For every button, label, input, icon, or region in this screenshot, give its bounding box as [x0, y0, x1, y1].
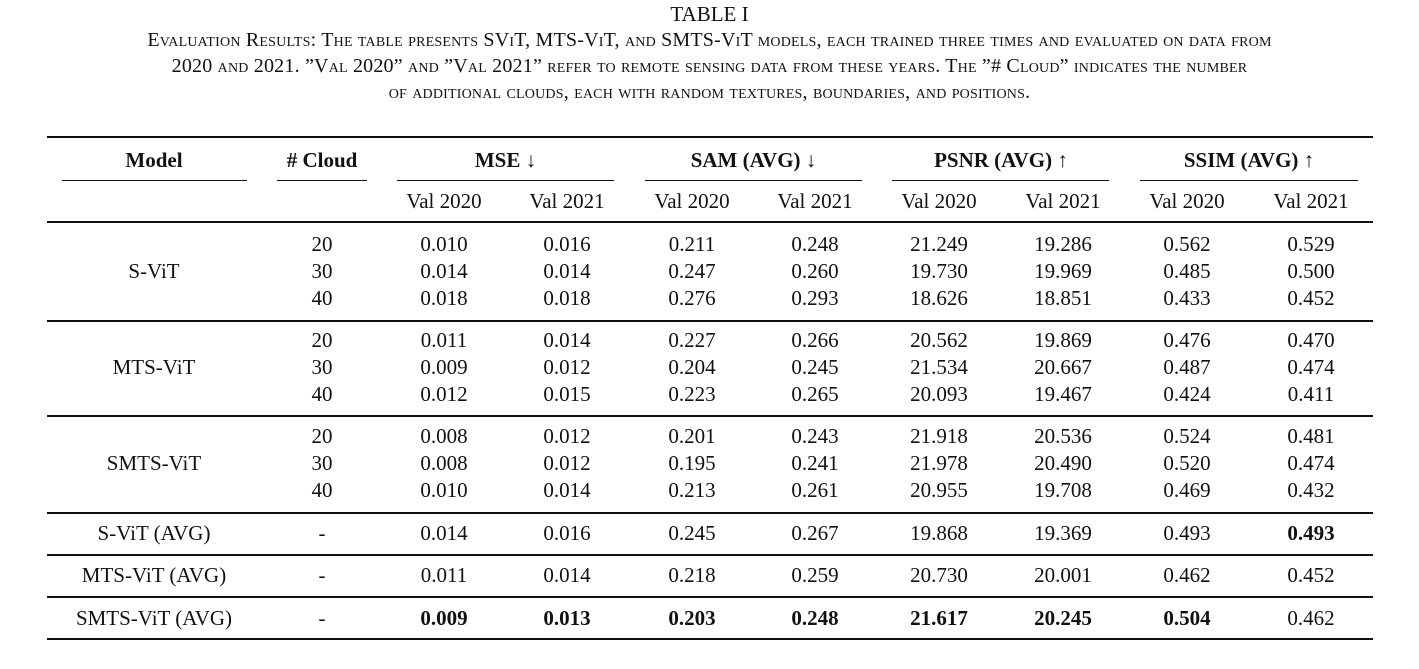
value-cell: 0.293	[791, 286, 839, 310]
avg-cloud-cell: -	[318, 606, 326, 630]
value-cell: 0.011	[420, 328, 468, 352]
avg-value-cell: 0.203	[668, 606, 716, 630]
value-cell: 0.261	[791, 478, 839, 502]
caption-line-2: 2020 and 2021. ”Val 2020” and ”Val 2021” refer to remote sensing data from these years. The ”# Cloud” indicates the number	[171, 55, 1248, 77]
value-cell: 0.474	[1287, 451, 1335, 475]
value-cell: 0.201	[668, 424, 716, 448]
value-cell: 21.918	[910, 424, 968, 448]
avg-value-cell: 0.011	[420, 563, 468, 587]
value-cell: 0.266	[791, 328, 839, 352]
header-ssim: SSIM (AVG) ↑	[1183, 148, 1315, 172]
value-cell: 20.093	[910, 382, 968, 406]
cloud-count-cell: 30	[311, 259, 333, 283]
value-cell: 0.016	[543, 232, 591, 256]
value-cell: 0.433	[1163, 286, 1211, 310]
value-cell: 21.249	[910, 232, 968, 256]
value-cell: 0.520	[1163, 451, 1211, 475]
value-cell: 19.969	[1034, 259, 1092, 283]
value-cell: 0.211	[668, 232, 716, 256]
value-cell: 0.245	[791, 355, 839, 379]
cmidrule-cloud	[277, 180, 367, 181]
cloud-count-cell: 30	[311, 355, 333, 379]
value-cell: 0.481	[1287, 424, 1335, 448]
value-cell: 0.241	[791, 451, 839, 475]
header-val2020: Val 2020	[654, 189, 730, 213]
avg-value-cell: 0.014	[543, 563, 591, 587]
value-cell: 0.260	[791, 259, 839, 283]
avg-value-cell: 0.013	[543, 606, 591, 630]
cmidrule-model	[62, 180, 247, 181]
avg-value-cell: 19.369	[1034, 521, 1092, 545]
value-cell: 0.018	[543, 286, 591, 310]
value-cell: 0.424	[1163, 382, 1211, 406]
avg-value-cell: 0.014	[420, 521, 468, 545]
avg-value-cell: 20.001	[1034, 563, 1092, 587]
value-cell: 0.015	[543, 382, 591, 406]
avg-value-cell: 0.462	[1287, 606, 1335, 630]
cloud-count-cell: 40	[311, 286, 333, 310]
cloud-count-cell: 20	[311, 328, 333, 352]
avg-model-label: S-ViT (AVG)	[97, 521, 211, 545]
value-cell: 19.708	[1034, 478, 1092, 502]
value-cell: 0.195	[668, 451, 716, 475]
value-cell: 0.562	[1163, 232, 1211, 256]
value-cell: 0.010	[420, 478, 468, 502]
cloud-count-cell: 40	[311, 382, 333, 406]
avg-value-cell: 0.245	[668, 521, 716, 545]
value-cell: 0.012	[420, 382, 468, 406]
value-cell: 0.485	[1163, 259, 1211, 283]
group-divider	[47, 415, 1373, 417]
header-val2020: Val 2020	[406, 189, 482, 213]
value-cell: 0.470	[1287, 328, 1335, 352]
value-cell: 20.955	[910, 478, 968, 502]
group-model-label: S-ViT	[128, 259, 180, 283]
value-cell: 20.667	[1034, 355, 1092, 379]
cloud-count-cell: 40	[311, 478, 333, 502]
value-cell: 20.490	[1034, 451, 1092, 475]
group-model-label: SMTS-ViT	[106, 451, 202, 475]
value-cell: 0.524	[1163, 424, 1211, 448]
value-cell: 0.010	[420, 232, 468, 256]
value-cell: 0.018	[420, 286, 468, 310]
value-cell: 0.411	[1287, 382, 1335, 406]
value-cell: 19.869	[1034, 328, 1092, 352]
value-cell: 0.452	[1287, 286, 1335, 310]
avg-value-cell: 0.016	[543, 521, 591, 545]
avg-value-cell: 0.493	[1287, 521, 1335, 545]
value-cell: 0.014	[543, 328, 591, 352]
value-cell: 20.562	[910, 328, 968, 352]
header-bottom-rule	[47, 221, 1373, 223]
value-cell: 0.213	[668, 478, 716, 502]
value-cell: 0.432	[1287, 478, 1335, 502]
avg-divider	[47, 596, 1373, 598]
cloud-count-cell: 20	[311, 232, 333, 256]
avg-model-label: SMTS-ViT (AVG)	[75, 606, 233, 630]
avg-value-cell: 20.730	[910, 563, 968, 587]
avg-value-cell: 21.617	[910, 606, 968, 630]
value-cell: 0.012	[543, 451, 591, 475]
cmidrule-ssim	[1140, 180, 1358, 181]
avg-cloud-cell: -	[318, 521, 326, 545]
value-cell: 0.012	[543, 424, 591, 448]
value-cell: 0.204	[668, 355, 716, 379]
header-psnr: PSNR (AVG) ↑	[934, 148, 1068, 172]
value-cell: 0.487	[1163, 355, 1211, 379]
value-cell: 0.227	[668, 328, 716, 352]
value-cell: 0.014	[543, 259, 591, 283]
value-cell: 0.276	[668, 286, 716, 310]
cmidrule-mse	[397, 180, 614, 181]
value-cell: 0.014	[543, 478, 591, 502]
avg-value-cell: 0.267	[791, 521, 839, 545]
avg-value-cell: 0.504	[1163, 606, 1211, 630]
value-cell: 0.243	[791, 424, 839, 448]
value-cell: 0.008	[420, 424, 468, 448]
avg-cloud-cell: -	[318, 563, 326, 587]
avg-value-cell: 0.218	[668, 563, 716, 587]
value-cell: 0.247	[668, 259, 716, 283]
value-cell: 19.286	[1034, 232, 1092, 256]
value-cell: 0.012	[543, 355, 591, 379]
avg-value-cell: 0.452	[1287, 563, 1335, 587]
cloud-count-cell: 20	[311, 424, 333, 448]
value-cell: 0.469	[1163, 478, 1211, 502]
group-model-label: MTS-ViT	[112, 355, 196, 379]
value-cell: 18.626	[910, 286, 968, 310]
value-cell: 18.851	[1034, 286, 1092, 310]
cmidrule-sam	[645, 180, 862, 181]
header-val2021: Val 2021	[529, 189, 605, 213]
avg-model-label: MTS-ViT (AVG)	[81, 563, 227, 587]
header-val2020: Val 2020	[1149, 189, 1225, 213]
avg-value-cell: 0.009	[420, 606, 468, 630]
group-divider	[47, 512, 1373, 514]
header-mse: MSE ↓	[474, 148, 537, 172]
value-cell: 0.476	[1163, 328, 1211, 352]
value-cell: 0.500	[1287, 259, 1335, 283]
avg-value-cell: 0.493	[1163, 521, 1211, 545]
header-sam: SAM (AVG) ↓	[690, 148, 817, 172]
value-cell: 0.009	[420, 355, 468, 379]
value-cell: 20.536	[1034, 424, 1092, 448]
avg-value-cell: 0.462	[1163, 563, 1211, 587]
value-cell: 0.265	[791, 382, 839, 406]
value-cell: 0.014	[420, 259, 468, 283]
value-cell: 0.474	[1287, 355, 1335, 379]
table-label: TABLE I	[670, 2, 749, 26]
caption-line-1: Evaluation Results: The table presents SViT, MTS-ViT, and SMTS-ViT models, each trained three times and evaluated on data from	[147, 29, 1272, 51]
header-val2020: Val 2020	[901, 189, 977, 213]
avg-value-cell: 20.245	[1034, 606, 1092, 630]
avg-value-cell: 0.259	[791, 563, 839, 587]
cloud-count-cell: 30	[311, 451, 333, 475]
value-cell: 0.529	[1287, 232, 1335, 256]
header-val2021: Val 2021	[1273, 189, 1349, 213]
value-cell: 21.534	[910, 355, 968, 379]
caption-line-3: of additional clouds, each with random textures, boundaries, and positions.	[388, 81, 1031, 103]
value-cell: 19.730	[910, 259, 968, 283]
value-cell: 0.223	[668, 382, 716, 406]
avg-divider	[47, 554, 1373, 556]
value-cell: 0.008	[420, 451, 468, 475]
header-val2021: Val 2021	[777, 189, 853, 213]
value-cell: 21.978	[910, 451, 968, 475]
value-cell: 0.248	[791, 232, 839, 256]
avg-value-cell: 0.248	[791, 606, 839, 630]
value-cell: 19.467	[1034, 382, 1092, 406]
top-rule	[47, 136, 1373, 138]
header-val2021: Val 2021	[1025, 189, 1101, 213]
group-divider	[47, 320, 1373, 322]
header-cloud: # Cloud	[286, 148, 358, 172]
avg-value-cell: 19.868	[910, 521, 968, 545]
cmidrule-psnr	[892, 180, 1109, 181]
header-model: Model	[125, 148, 183, 172]
bottom-rule	[47, 638, 1373, 640]
